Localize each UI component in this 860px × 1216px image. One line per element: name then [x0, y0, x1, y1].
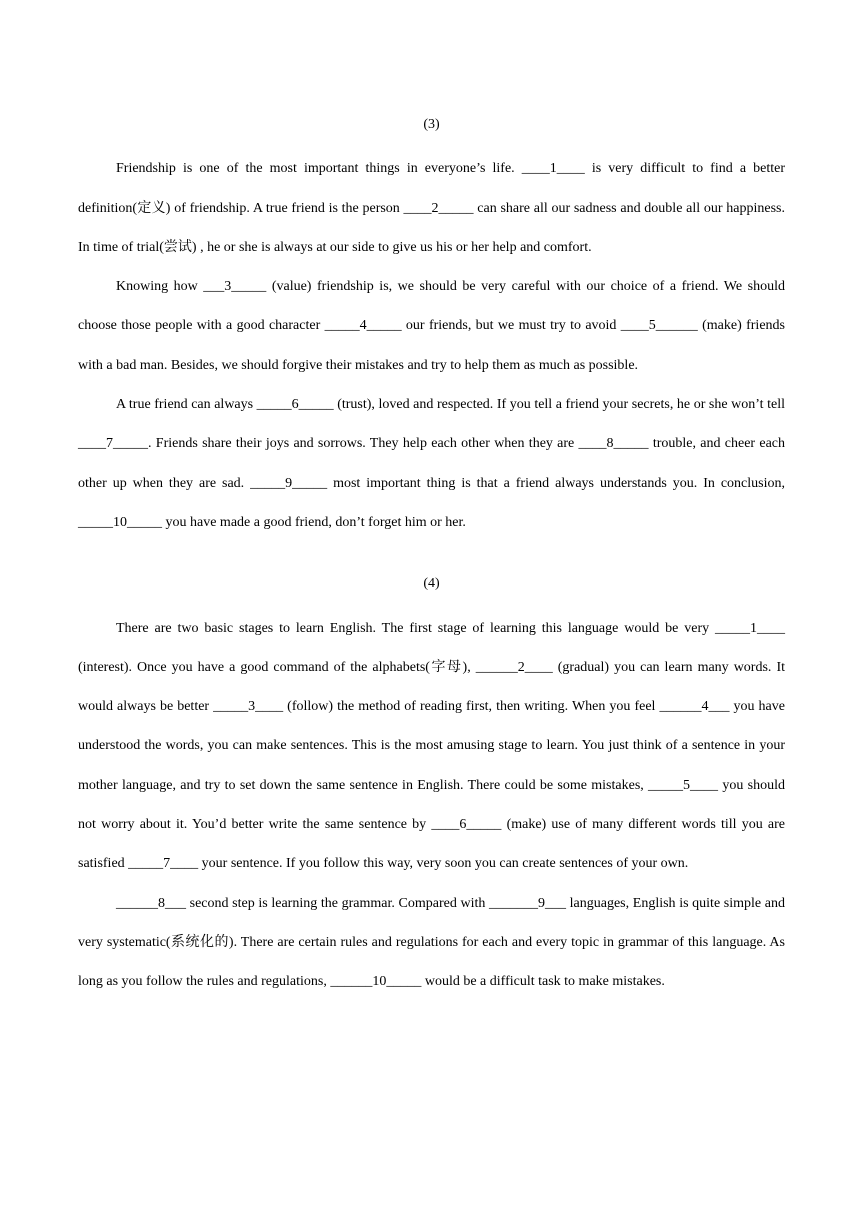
- passage-3: [78, 110, 785, 542]
- document-page: [78, 110, 785, 1002]
- passage-title: (4): [423, 576, 440, 592]
- paragraph: Knowing how ___3_____ (value) friendship is, we should be very careful with our choice of a friend. We should choose those people with a good character _____4_____ our friends, but we must try to avoid ____5______ (make) friends with a bad man. Besides, we should forgive their mistakes and try to help them as much as possible.: [78, 279, 785, 373]
- paragraph: There are two basic stages to learn English. The first stage of learning this language would be very _____1____ (interest). Once you have a good command of the alphabets(字母), ______2____ (gradual) you can learn many words. It would always be better _____3____ (follow) the method of reading first, then writing. When you feel ______4___ you have understood the words, you can make sentences. This is the most amusing stage to learn. You just think of a sentence in your mother language, and try to set down the same sentence in English. There could be some mistakes, _____5____ you should not worry about it. You’d better write the same sentence by ____6_____ (make) use of many different words till you are satisfied _____7____ your sentence. If you follow this way, very soon you can create sentences of your own.: [78, 620, 785, 872]
- paragraph: Friendship is one of the most important things in everyone’s life. ____1____ is very difficult to find a better definition(定义) of friendship. A true friend is the person ____2_____ can share all our sadness and double all our happiness. In time of trial(尝试) , he or she is always at our side to give us his or her help and comfort.: [78, 161, 785, 255]
- paragraph: ______8___ second step is learning the grammar. Compared with _______9___ languages, English is quite simple and very systematic(系统化的). There are certain rules and regulations for each and every topic in grammar of this language. As long as you follow the rules and regulations, ______10_____ would be a difficult task to make mistakes.: [78, 895, 785, 990]
- paragraph: A true friend can always _____6_____ (trust), loved and respected. If you tell a friend your secrets, he or she won’t tell ____7_____. Friends share their joys and sorrows. They help each other when they are ____8_____ trouble, and cheer each other up when they are sad. _____9_____ most important thing is that a friend always understands you. In conclusion, _____10_____ you have made a good friend, don’t forget him or her.: [78, 397, 785, 530]
- passage-spacer: [78, 542, 785, 569]
- passage-title: (3): [423, 117, 440, 132]
- passage-4: [78, 569, 785, 1001]
